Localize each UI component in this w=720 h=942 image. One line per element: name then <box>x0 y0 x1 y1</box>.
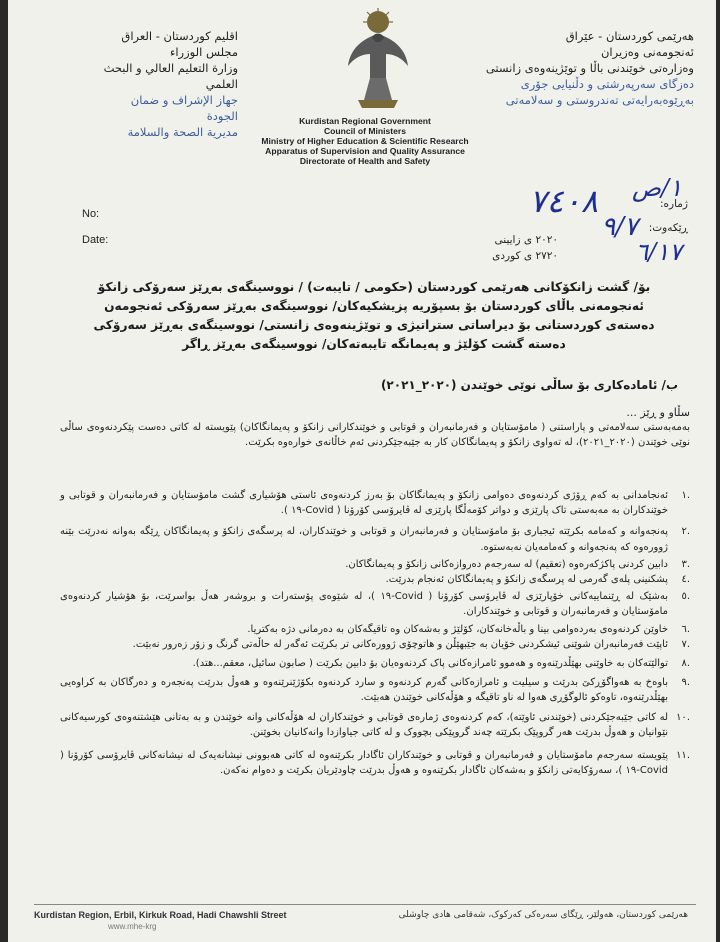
number-label-en: No: <box>82 208 100 220</box>
subject-line: ب/ ئامادەکاری بۆ ساڵی نوێی خوێندن (٢٠٢٠_٢٠٢١) <box>380 378 678 392</box>
list-item-number: .١١ <box>676 750 690 762</box>
kurdish-header-line: هەرێمی کوردستان - عێراق <box>565 29 694 43</box>
list-item <box>60 572 690 587</box>
gregorian-date-suffix: ٢٠٢٠ ی زایینی <box>494 234 558 246</box>
list-item-number: .١ <box>681 490 690 501</box>
addressee-block: بۆ/ گشت زانکۆکانی هەرێمی کوردستان (حکومی / تایبەت) / نووسینگەی بەڕێز سەرۆکی زانکۆ ئەنجومەنی باڵای کوردستان بۆ بسپۆریە پزیشکیەکان/ نووسینگەی بەڕێز سەرۆکی ئەنجومەن دەستەی کوردستانی بۆ دیراساتی ستراتیژی و توێژینەوەی زانستی/ نووسینگەی بەڕێز سەرۆکی دەستە گشت کۆلێژ و پەیمانگە تایبەتەکان/ نووسینگەی بەڕێز ڕاگر <box>93 280 655 351</box>
arabic-header-line: وزارة التعليم العالي و البحث العلمي <box>103 61 238 91</box>
kurdish-header-line: بەڕێوەبەرایەتی تەندروستی و سەلامەتی <box>505 93 694 107</box>
date-label-ku: ڕێکەوت: <box>648 222 688 234</box>
list-item-number: .٣ <box>681 558 690 570</box>
list-item <box>60 622 690 637</box>
list-item-number: .٧ <box>681 638 690 650</box>
reference-block <box>428 174 688 266</box>
intro-paragraph: بەمەبەستی سەلامەتی و پاراستنی ( مامۆستایان و فەرمانبەران و قوتابی و خوێندکارانی زانکۆ و پەیمانگاکان) پێویستە لە کاتی دەست پێکردنەوەی ساڵی نوێی خوێندن (٢٠٢٠_٢٠٢١)، لە تەواوی زانکۆ و پەیمانگاکان کار بە جێبەجێکردنی ئەم خاڵانەی خوارەوە بکرێت. <box>60 422 690 448</box>
list-item-number: .٩ <box>681 677 690 689</box>
list-item-text: ئەنجامدانی بە کەم ڕۆژی کردنەوەی دەوامی زانکۆ و پەیمانگاکان بۆ بەرز کردنەوەی ئاستی هۆشیاری گشت مامۆستایان و فەرمانبەران و قوتابی و خوێندکاران بە مەبەستی تاک پارێزی و دواتر کۆمەڵگا پارێزی لە ڤایرۆسی کۆرۆنا ( Covid-١٩ ). <box>60 490 668 517</box>
english-header-line: Directorate of Health and Safety <box>299 156 431 166</box>
english-header-line: Apparatus of Supervision and Quality Assurance <box>265 146 465 156</box>
arabic-header-line: اقليم كوردستان - العراق <box>121 29 238 43</box>
handwritten-date: ٩/٧ <box>601 212 638 242</box>
list-item-text: پشکنینی پلەی گەرمی لە پرسگەی زانکۆ و پەیمانگاکان ئەنجام بدرێت. <box>385 574 668 586</box>
list-item-text: دابین کردنی پاکژکەرەوە (تعقیم) لە سەرجەم دەروازەکانی زانکۆ و پەیمانگاکان. <box>345 558 668 570</box>
footer-address-en: Kurdistan Region, Erbil, Kirkuk Road, Hadi Chawshli Street <box>34 910 287 920</box>
list-item-text: خاوێن کردنەوەی بەردەوامی بینا و باڵەخانەکان، کۆلێژ و بەشەکان وە تاقیگەکان بە دەرمانی دژە بەکتریا. <box>247 623 668 635</box>
english-header-line: Council of Ministers <box>323 126 407 136</box>
kurdistan-emblem-logo <box>334 8 422 112</box>
handwritten-date-kurdish: ٦/١٧ <box>635 238 682 266</box>
number-label-ku: ژمارە: <box>659 198 688 210</box>
numbered-list <box>60 488 690 778</box>
list-item-text: ئاپێت فەرمانبەران شوێنی ئیشکردنی خۆیان بە جێبهێڵن و هاتوچۆی ژوورەکانی تر بکرێت ئەگەر لە حاڵەتی گرنگ و زۆر زەرور نەبێت. <box>132 638 668 650</box>
list-item <box>60 637 690 652</box>
footer-divider <box>34 904 696 905</box>
list-item <box>60 656 690 671</box>
greeting: سڵاو و ڕێز ... <box>626 406 690 419</box>
arabic-header-line: مديرية الصحة والسلامة <box>127 125 238 139</box>
letter-page <box>8 0 716 942</box>
footer-website: www.mhe-krg <box>108 922 157 931</box>
list-item-number: .٢ <box>681 526 690 538</box>
list-item <box>60 524 690 554</box>
list-item-text: بەشێک لە ڕێنماییەکانی خۆپارێزی لە ڤایرۆسی کۆرۆنا ( Covid-١٩ )، لە شێوەی پۆستەرات و بروشەر هەڵ بواسرێت، بۆ هۆشیار کردنەوەی مامۆستایان و فەرمانبەران و قوتابی و خوێندکاران. <box>60 591 668 618</box>
english-header-line: Kurdistan Regional Government <box>299 116 431 126</box>
kurdish-header-line: دەزگای سەرپەرشتی و دڵنیایی جۆری <box>520 77 694 91</box>
footer-address-ku: هەرێمی کوردستان، هەولێر، ڕێگای سەرەکی کەرکوک، شەقامی هادی چاوشلی <box>398 910 688 920</box>
handwritten-number: ٧٤٠٨ <box>529 182 598 220</box>
list-item-number: .٦ <box>681 623 690 635</box>
english-header-line: Ministry of Higher Education & Scientific Research <box>261 136 469 146</box>
kurdish-header <box>470 28 694 108</box>
list-item-number: .٥ <box>681 591 690 603</box>
kurdish-date-suffix: ٢٧٢٠ ی کوردی <box>492 250 558 262</box>
list-item <box>60 675 690 705</box>
arabic-header-line: جهاز الإشراف و ضمان الجودة <box>130 93 238 123</box>
kurdish-header-line: ئەنجومەنی وەزیران <box>600 45 694 59</box>
list-item-number: .١٠ <box>676 711 690 723</box>
list-item <box>60 488 690 518</box>
list-item-text: لە کاتی جێبەجێکردنی (خوێندنی ئاوێتە)، کەم کردنەوەی ژمارەی قوتابی و خوێندکاران لە هۆڵەکانی وانە خوێندن و بە بەتانی هێشتنەوەی کورسیەکانی نێوانیان و هەوڵ بدرێت هەر گروپێک بکرێتە چەند گروپێکی بچووک و لە کاتی جیاوازدا وانەکانیان بخوێنن. <box>60 711 668 738</box>
arabic-header <box>102 28 238 140</box>
list-item-number: .٤ <box>681 574 690 586</box>
english-header <box>234 116 496 166</box>
list-item <box>60 589 690 619</box>
list-item-number: .٨ <box>681 658 690 670</box>
list-item-text: توالێتەکان بە خاوێنی بهێڵدرێنەوە و هەموو ئامرازەکانی پاک کردنەوەیان بۆ دابین بکرێت ( صابون سائیل، معقم...هتد). <box>192 658 668 670</box>
date-label-en: Date: <box>82 234 109 246</box>
list-item-text: پەنجەوانە و کەمامە بکرێتە ئیجباری بۆ مامۆستایان و فەرمانبەران و قوتابی و خوێندکاران، لە پرسگەی زانکۆ و پەیمانگاکان ڕێگە بەوانە نەدرێت بێنە ژوورەوە کە پەنجەوانە و کەمامەیان نەبەستوە. <box>60 526 668 553</box>
arabic-header-line: مجلس الوزراء <box>169 45 238 59</box>
list-item <box>60 710 690 740</box>
list-item-text: باوەخ بە هەواگۆڕکێ بدرێت و سیلیت و ئامرازەکانی گەرم کردنەوە و سارد کردنەوە بکۆژێنرێنەوە و هەوڵ بدرێت پەنجەرە و دەرگاکان بە کراوەیی بهێڵدرێنەوە، تاوەکو ئالوگۆڕی هەوا لە ناو تاقیگە و هۆڵەکانی خوێندن هەبێت. <box>60 677 668 704</box>
list-item-text: پێویستە سەرجەم مامۆستایان و فەرمانبەران و قوتابی و خوێندکاران ئاگادار بکرێنەوە لە کاتی هەبوونی نیشانەیەک لە نیشانەکانی ڤایرۆسی کۆرۆنا ( Covid-١٩ )، سەرۆکایەتی زانکۆ و بەشەکان ئاگادار بکرێنەوە و هەوڵ بدرێت چاودێریان بکرێت و دەوام نەکەن. <box>60 750 668 777</box>
kurdish-header-line: وەزارەتی خوێندنی باڵا و توێژینەوەی زانستی <box>485 61 694 75</box>
list-item <box>60 748 690 778</box>
handwritten-slash: ١/ص <box>632 174 682 202</box>
list-item <box>60 557 690 572</box>
